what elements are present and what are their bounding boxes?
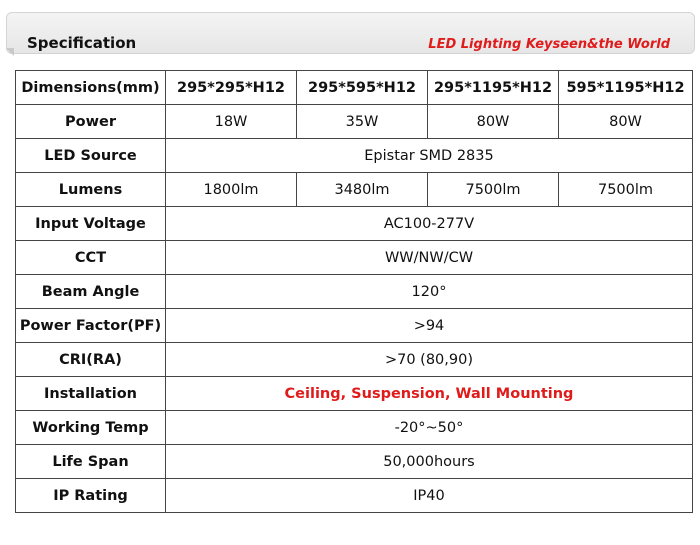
table-row — [16, 479, 693, 513]
table-row — [16, 309, 693, 343]
table-cell: 50,000hours — [166, 445, 693, 479]
row-label: Beam Angle — [16, 275, 166, 309]
column-header: 595*1195*H12 — [559, 71, 693, 105]
table-header-row — [16, 71, 693, 105]
table-row — [16, 275, 693, 309]
table-cell-highlight: Ceiling, Suspension, Wall Mounting — [166, 377, 693, 411]
row-label: Working Temp — [16, 411, 166, 445]
header-fold-decoration — [6, 48, 14, 56]
table-cell: 120° — [166, 275, 693, 309]
brand-slogan: LED Lighting Keyseen&the World — [428, 37, 670, 52]
table-row — [16, 173, 693, 207]
row-label: Life Span — [16, 445, 166, 479]
table-cell: 80W — [428, 105, 559, 139]
row-label: LED Source — [16, 139, 166, 173]
table-cell: WW/NW/CW — [166, 241, 693, 275]
table-cell: IP40 — [166, 479, 693, 513]
row-label: Lumens — [16, 173, 166, 207]
table-cell: 80W — [559, 105, 693, 139]
table-row — [16, 411, 693, 445]
row-label: Power — [16, 105, 166, 139]
table-cell: >70 (80,90) — [166, 343, 693, 377]
table-cell: 18W — [166, 105, 297, 139]
table-cell: 1800lm — [166, 173, 297, 207]
table-row — [16, 377, 693, 411]
table-cell: 7500lm — [428, 173, 559, 207]
specification-table — [15, 70, 693, 513]
table-cell: 35W — [297, 105, 428, 139]
table-cell: -20°~50° — [166, 411, 693, 445]
column-header: 295*595*H12 — [297, 71, 428, 105]
row-label: Input Voltage — [16, 207, 166, 241]
row-label: IP Rating — [16, 479, 166, 513]
table-row — [16, 343, 693, 377]
column-header: 295*1195*H12 — [428, 71, 559, 105]
column-header: Dimensions(mm) — [16, 71, 166, 105]
row-label: Power Factor(PF) — [16, 309, 166, 343]
table-cell: Epistar SMD 2835 — [166, 139, 693, 173]
table-cell: AC100-277V — [166, 207, 693, 241]
table-row — [16, 105, 693, 139]
row-label: CCT — [16, 241, 166, 275]
row-label: CRI(RA) — [16, 343, 166, 377]
table-row — [16, 241, 693, 275]
table-cell: 7500lm — [559, 173, 693, 207]
table-row — [16, 207, 693, 241]
column-header: 295*295*H12 — [166, 71, 297, 105]
table-row — [16, 139, 693, 173]
section-title: Specification — [27, 34, 137, 52]
table-row — [16, 445, 693, 479]
section-header — [6, 12, 695, 54]
row-label: Installation — [16, 377, 166, 411]
table-cell: 3480lm — [297, 173, 428, 207]
table-cell: >94 — [166, 309, 693, 343]
